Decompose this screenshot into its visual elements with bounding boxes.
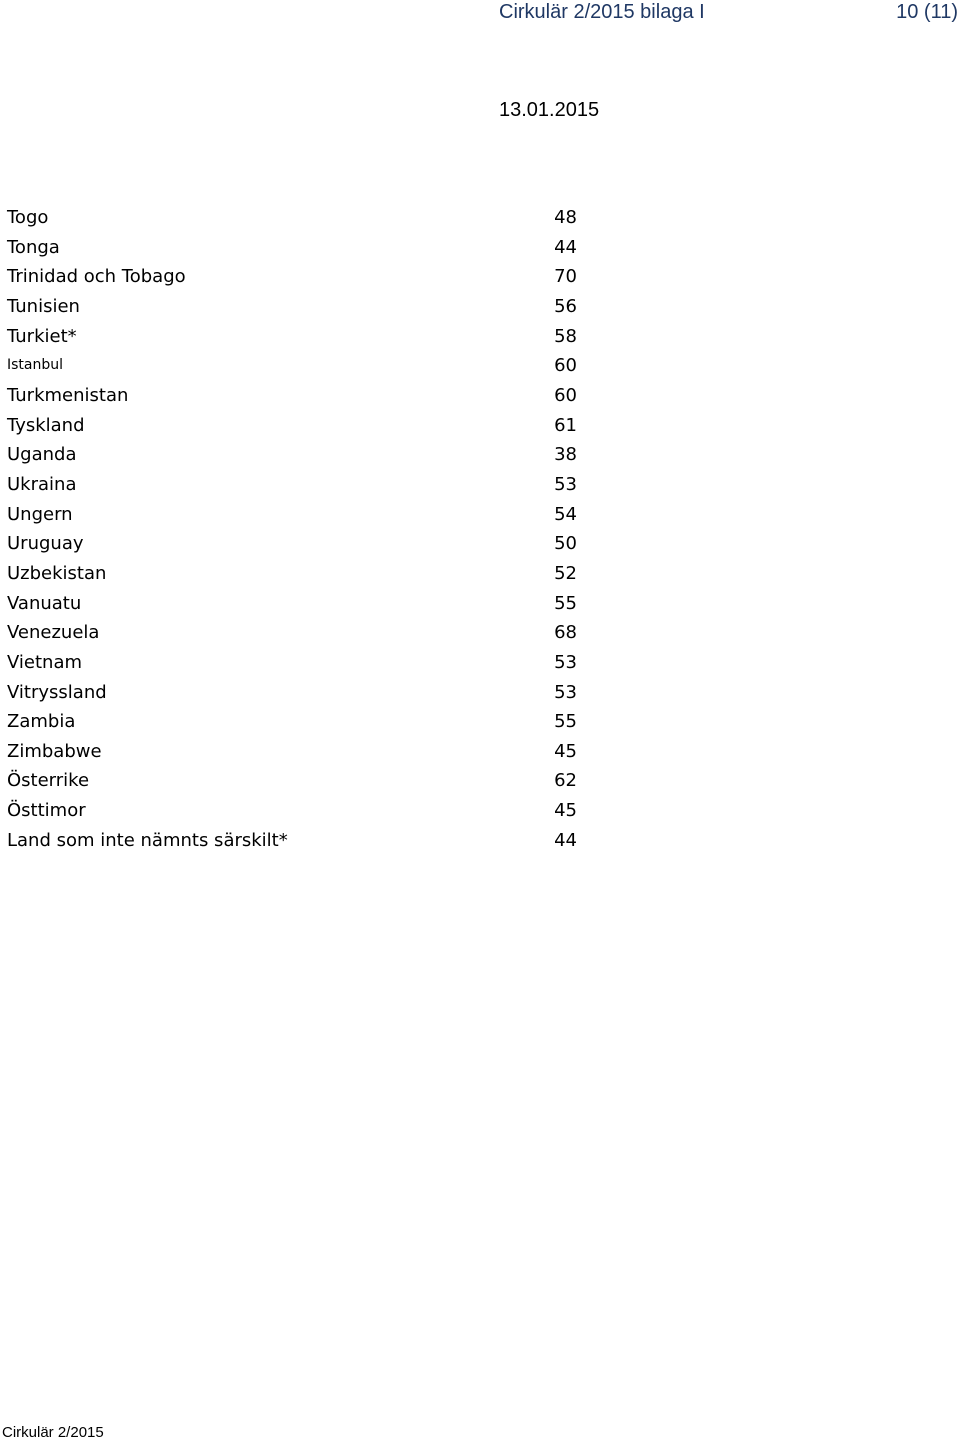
country-name: Turkmenistan [7, 384, 129, 406]
country-name: Turkiet* [7, 325, 77, 347]
list-item [7, 322, 577, 352]
country-name: Uzbekistan [7, 562, 107, 584]
country-amount: 44 [554, 829, 577, 851]
country-name: Togo [7, 207, 49, 228]
country-name: Österrike [7, 770, 90, 792]
country-name: Trinidad och Tobago [7, 266, 186, 288]
country-amount: 45 [554, 740, 577, 762]
list-item [7, 411, 577, 441]
list-item [7, 440, 577, 470]
list-item [7, 559, 577, 589]
country-amount: 60 [554, 355, 577, 377]
country-amount: 55 [554, 592, 577, 614]
list-item [7, 233, 577, 263]
country-amount: 70 [554, 266, 577, 288]
country-amount: 55 [554, 711, 577, 733]
list-item [7, 766, 577, 796]
country-rate-list [7, 203, 577, 855]
country-amount: 68 [554, 622, 577, 644]
country-name: Ungern [7, 503, 73, 525]
country-name: Vitryssland [7, 681, 107, 703]
list-item [7, 292, 577, 322]
country-amount: 62 [554, 770, 577, 792]
country-amount: 45 [554, 800, 577, 822]
list-item [7, 351, 577, 381]
document-date: 13.01.2015 [499, 99, 600, 121]
city-name: Istanbul [7, 357, 64, 374]
list-item [7, 707, 577, 737]
country-name: Tyskland [7, 414, 85, 436]
list-item [7, 618, 577, 648]
country-name: Ukraina [7, 473, 77, 495]
country-amount: 38 [554, 444, 577, 466]
country-name: Tonga [7, 236, 60, 258]
country-name: Tunisien [7, 295, 80, 317]
country-name: Land som inte nämnts särskilt* [7, 829, 288, 851]
page-number: 10 (11) [896, 1, 958, 23]
country-name: Vanuatu [7, 592, 82, 614]
document-title: Cirkulär 2/2015 bilaga I [499, 1, 705, 23]
list-item [7, 470, 577, 500]
list-item [7, 203, 577, 233]
country-name: Uganda [7, 444, 77, 466]
country-amount: 58 [554, 325, 577, 347]
list-item [7, 737, 577, 767]
list-item [7, 589, 577, 619]
list-item [7, 262, 577, 292]
country-amount: 44 [554, 236, 577, 258]
country-name: Zimbabwe [7, 740, 102, 762]
country-amount: 56 [554, 295, 577, 317]
country-amount: 53 [554, 651, 577, 673]
country-amount: 53 [554, 473, 577, 495]
list-item [7, 678, 577, 708]
list-item [7, 648, 577, 678]
country-amount: 54 [554, 503, 577, 525]
country-amount: 61 [554, 414, 577, 436]
country-name: Vietnam [7, 651, 83, 673]
country-amount: 48 [554, 207, 577, 228]
page-footer: Cirkulär 2/2015 [2, 1424, 104, 1441]
list-item [7, 529, 577, 559]
country-name: Venezuela [7, 622, 100, 644]
country-name: Zambia [7, 711, 76, 733]
country-amount: 50 [554, 533, 577, 555]
country-amount: 60 [554, 384, 577, 406]
list-item [7, 826, 577, 856]
list-item [7, 381, 577, 411]
list-item [7, 500, 577, 530]
country-amount: 53 [554, 681, 577, 703]
list-item [7, 796, 577, 826]
country-name: Östtimor [7, 800, 86, 822]
country-amount: 52 [554, 562, 577, 584]
country-name: Uruguay [7, 533, 84, 555]
